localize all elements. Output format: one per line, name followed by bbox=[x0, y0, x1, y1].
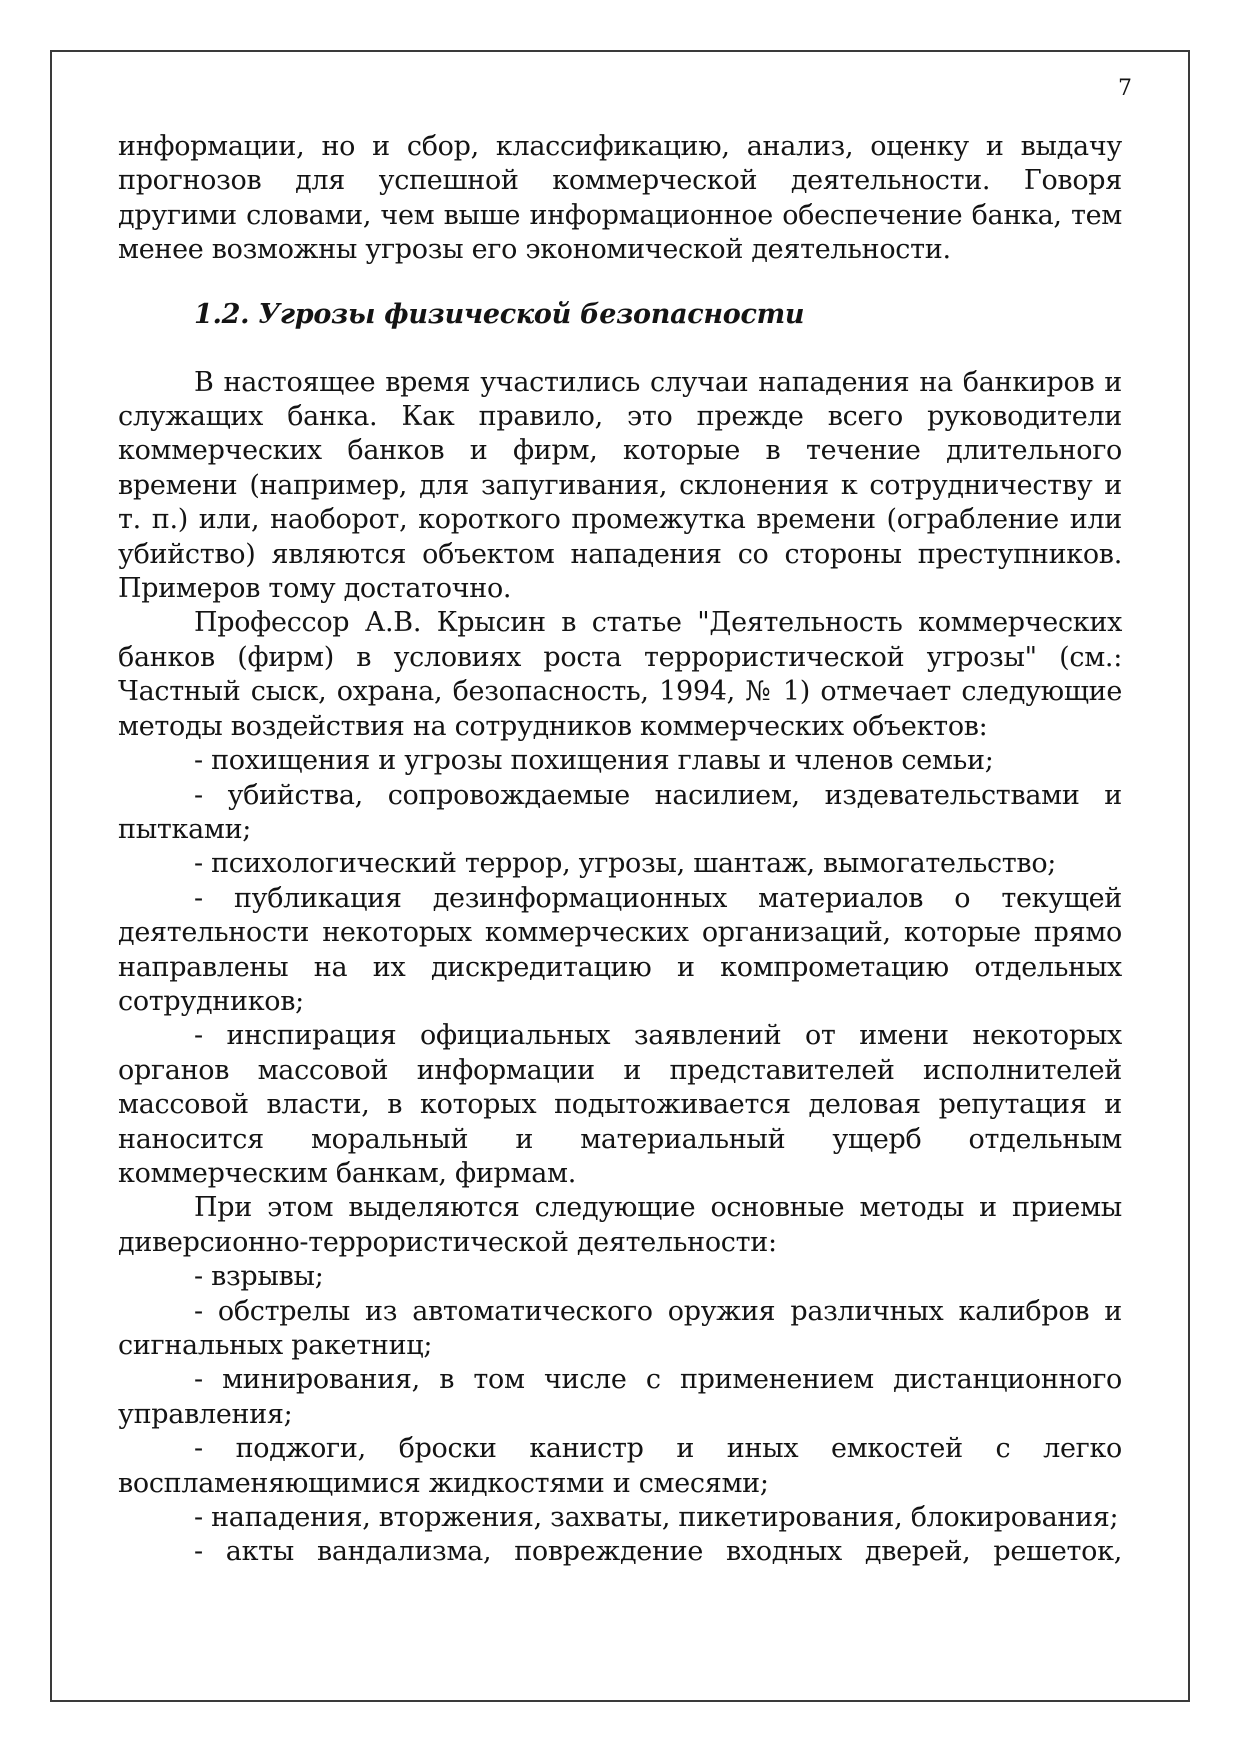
list-item-influence-method: - публикация дезинформационных материалов о текущей деятельности некоторых коммерческих организаций, которые прямо направлены на их дискредитацию и компрометацию отдельных сотрудников; bbox=[118, 882, 1122, 1017]
list-item-sabotage-method: - поджоги, броски канистр и иных емкостей с легко воспламеняющимися жидкостями и смесями; bbox=[118, 1433, 1122, 1499]
section-heading: 1.2. Угрозы физической безопасности bbox=[194, 298, 805, 330]
list-item-influence-method: - похищения и угрозы похищения главы и членов семьи; bbox=[194, 745, 994, 777]
list-item-sabotage-method: - акты вандализма, повреждение входных дверей, решеток, bbox=[194, 1536, 1122, 1568]
list-item-sabotage-method: - обстрелы из автоматического оружия различных калибров и сигнальных ракетниц; bbox=[118, 1295, 1122, 1361]
paragraph-methods-intro: При этом выделяются следующие основные методы и приемы диверсионно-террористической деятельности: bbox=[118, 1192, 1122, 1258]
list-item-sabotage-method: - нападения, вторжения, захваты, пикетирования, блокирования; bbox=[194, 1502, 1119, 1534]
paragraph-attacks: В настоящее время участились случаи нападения на банкиров и служащих банка. Как правило, это прежде всего руководители коммерческих банков и фирм, которые в течение длительного времени (например, для запугивания, склонения к сотрудничеству и т. п.) или, наоборот, короткого промежутка времени (ограбление или убийство) являются объектом нападения со стороны преступников. Примеров тому достаточно. bbox=[118, 366, 1122, 605]
page-number: 7 bbox=[1118, 76, 1132, 101]
list-item-sabotage-method: - взрывы; bbox=[194, 1261, 324, 1293]
document-body bbox=[118, 130, 1122, 1570]
list-item-influence-method: - инспирация официальных заявлений от имени некоторых органов массовой информации и представителей исполнителей массовой власти, в которых подытоживается деловая репутация и наносится моральный и материальный ущерб отдельным коммерческим банкам, фирмам. bbox=[118, 1020, 1122, 1189]
paragraph-krysin: Профессор А.В. Крысин в статье "Деятельность коммерческих банков (фирм) в условиях роста террористической угрозы" (см.: Частный сыск, охрана, безопасность, 1994, № 1) отмечает следующие методы воздействия на сотрудников коммерческих объектов: bbox=[118, 607, 1122, 742]
opening-paragraph: информации, но и сбор, классификацию, анализ, оценку и выдачу прогнозов для успешной коммерческой деятельности. Говоря другими словами, чем выше информационное обеспечение банка, тем менее возможны угрозы его экономической деятельности. bbox=[118, 131, 1122, 266]
list-item-influence-method: - психологический террор, угрозы, шантаж, вымогательство; bbox=[194, 848, 1057, 880]
list-item-influence-method: - убийства, сопровождаемые насилием, издевательствами и пытками; bbox=[118, 779, 1122, 845]
list-item-sabotage-method: - минирования, в том числе с применением дистанционного управления; bbox=[118, 1364, 1122, 1430]
